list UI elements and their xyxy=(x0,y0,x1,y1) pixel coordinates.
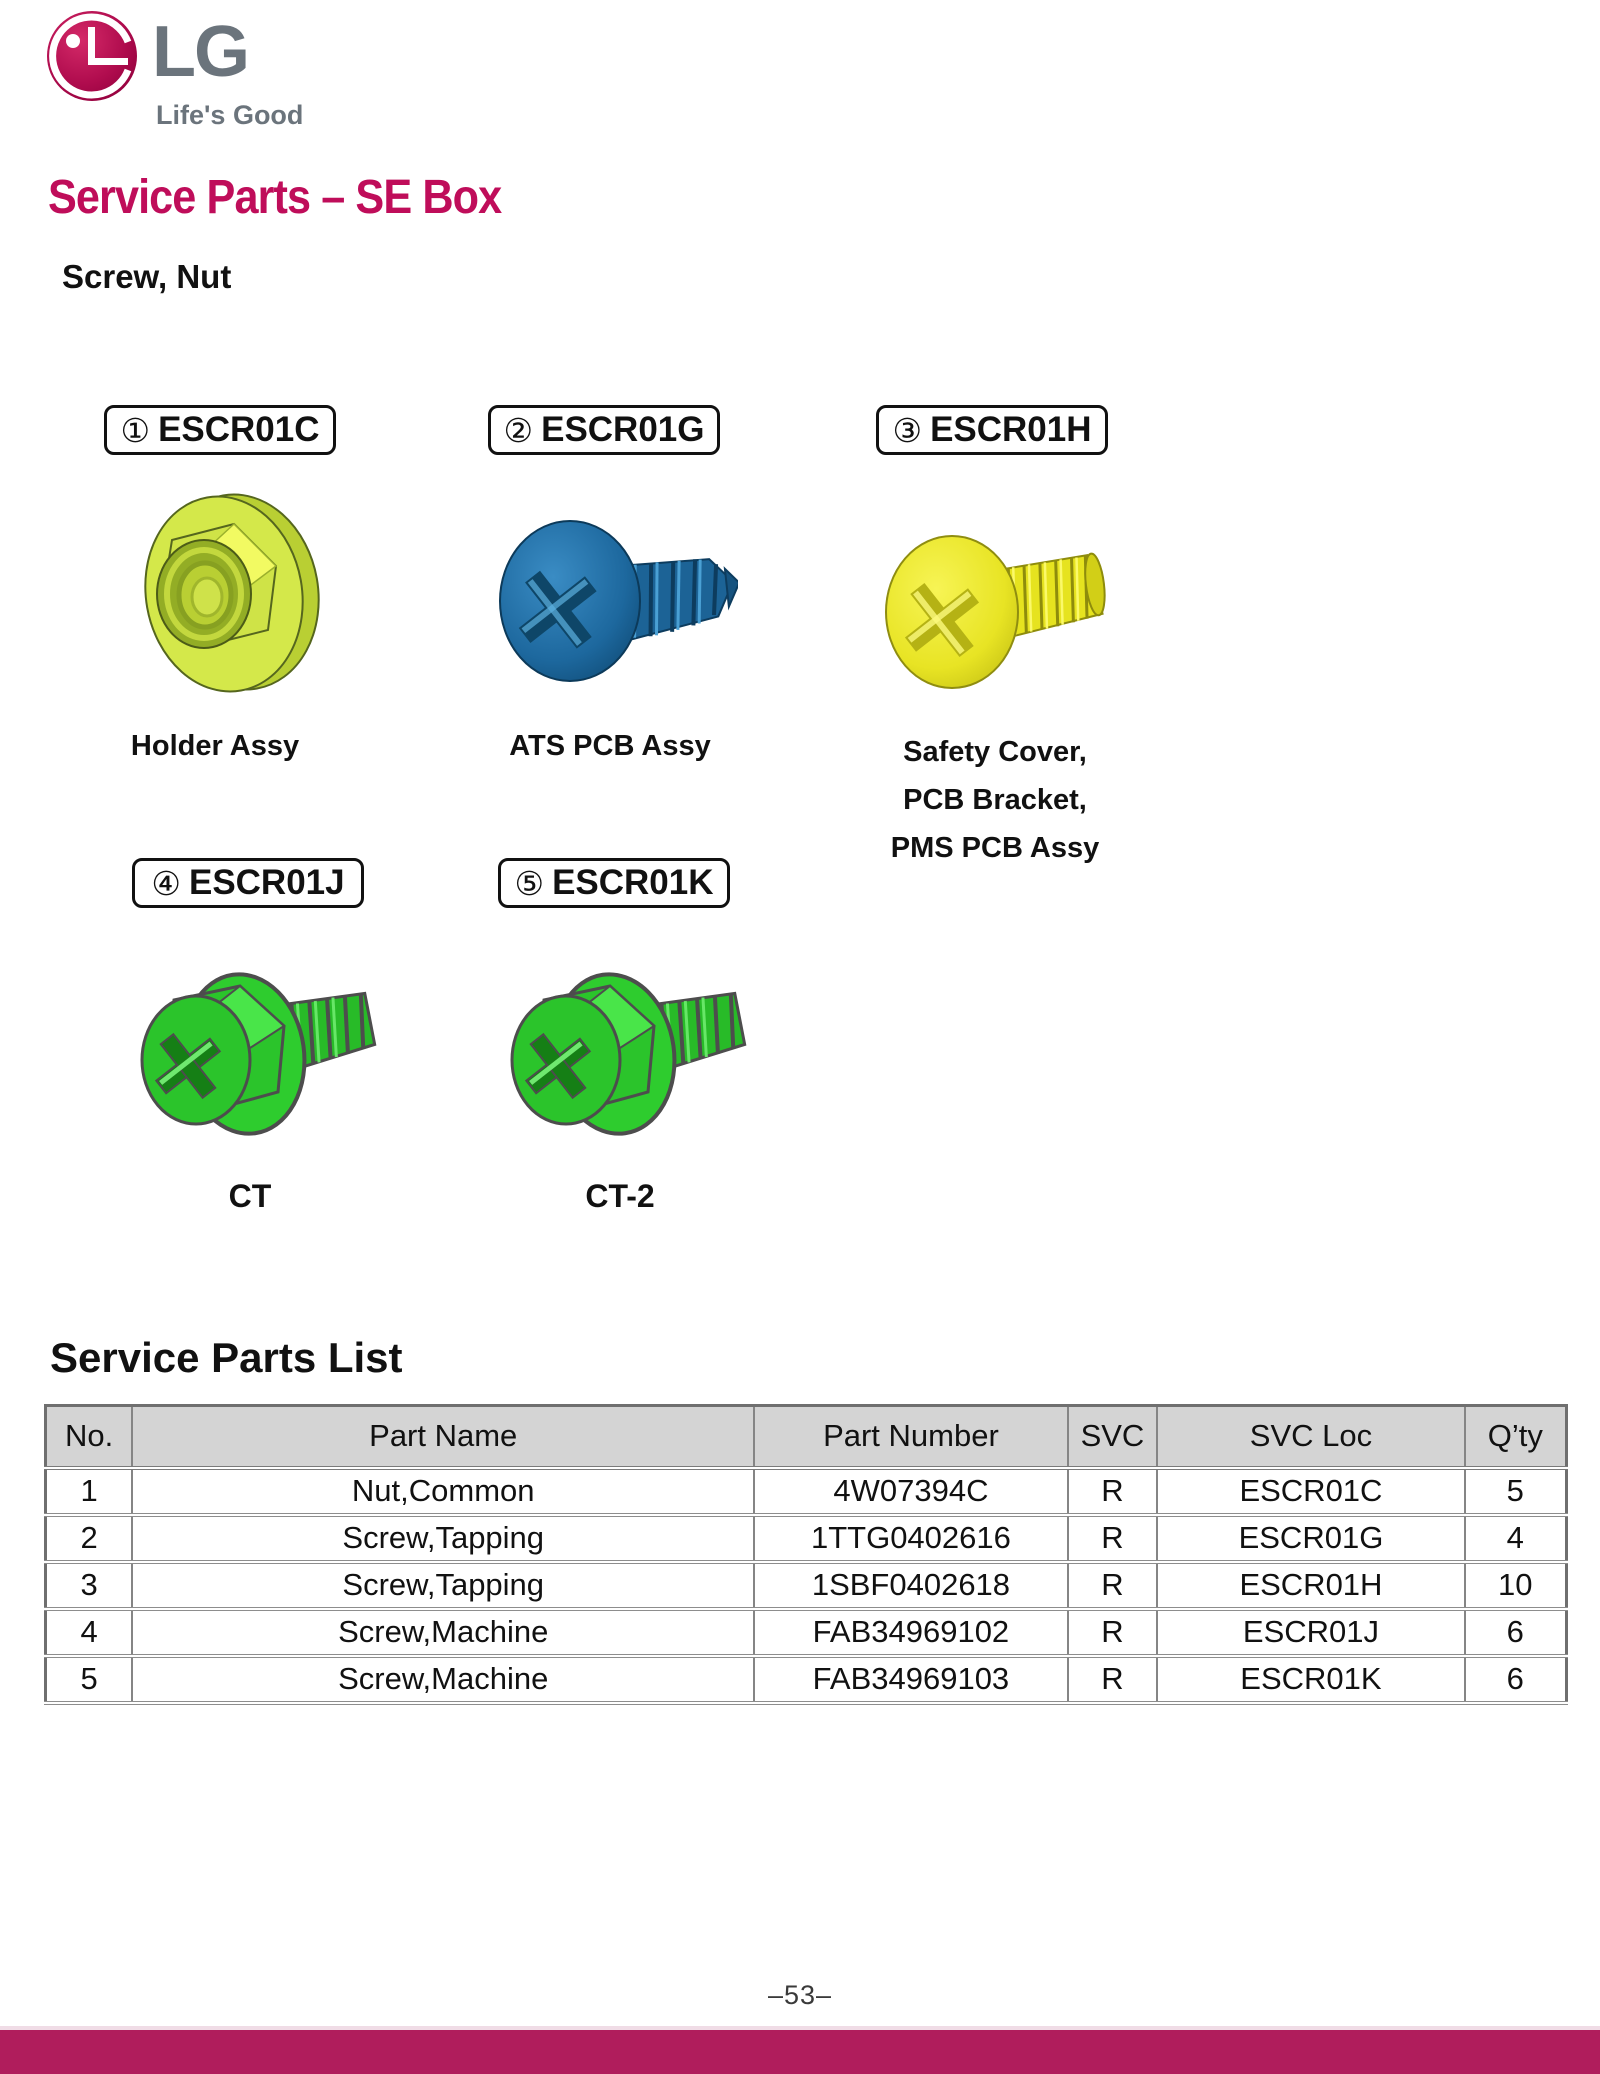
part-caption: CT xyxy=(228,1178,272,1214)
cell-qty: 6 xyxy=(1465,1656,1567,1703)
part-code: ESCR01G xyxy=(541,410,705,449)
part-label-escr01k xyxy=(498,858,730,908)
cell-part-name: Screw,Machine xyxy=(132,1609,754,1656)
cell-qty: 4 xyxy=(1465,1515,1567,1562)
part-label-escr01j xyxy=(132,858,364,908)
cell-no: 3 xyxy=(46,1562,133,1609)
part-caption: ATS PCB Assy xyxy=(509,730,711,762)
service-parts-table xyxy=(44,1404,1568,1705)
cell-part-name: Screw,Machine xyxy=(132,1656,754,1703)
page-subtitle: Screw, Nut xyxy=(62,258,232,295)
footer-bar xyxy=(0,2030,1600,2074)
cell-svc-loc: ESCR01H xyxy=(1157,1562,1464,1609)
cell-no: 1 xyxy=(46,1468,133,1515)
cell-no: 2 xyxy=(46,1515,133,1562)
table-row xyxy=(46,1515,1567,1562)
cell-part-name: Screw,Tapping xyxy=(132,1515,754,1562)
lg-wordmark: LG xyxy=(152,12,248,92)
part-caption: Safety Cover, PCB Bracket, PMS PCB Assy xyxy=(890,736,1100,864)
cell-part-number: 4W07394C xyxy=(754,1468,1067,1515)
circled-number-2: ② xyxy=(503,410,534,450)
part-label-escr01c xyxy=(104,405,336,455)
part-code: ESCR01H xyxy=(930,410,1092,449)
lg-tagline: Life's Good xyxy=(156,100,304,130)
part-code: ESCR01J xyxy=(188,863,345,902)
cell-part-name: Screw,Tapping xyxy=(132,1562,754,1609)
cell-svc-loc: ESCR01K xyxy=(1157,1656,1464,1703)
circled-number-4: ④ xyxy=(151,863,181,903)
cell-svc-loc: ESCR01G xyxy=(1157,1515,1464,1562)
page-title: Service Parts – SE Box xyxy=(48,171,502,224)
cell-qty: 5 xyxy=(1465,1468,1567,1515)
cell-svc: R xyxy=(1068,1515,1158,1562)
header-svc: SVC xyxy=(1068,1406,1158,1468)
flange-nut-image xyxy=(112,480,322,705)
cell-svc: R xyxy=(1068,1562,1158,1609)
part-code: ESCR01K xyxy=(552,863,714,902)
cell-part-name: Nut,Common xyxy=(132,1468,754,1515)
cell-svc: R xyxy=(1068,1609,1158,1656)
hex-flange-screw-green-image xyxy=(482,942,752,1167)
part-caption: Holder Assy xyxy=(130,730,300,762)
cell-qty: 6 xyxy=(1465,1609,1567,1656)
cell-svc-loc: ESCR01C xyxy=(1157,1468,1464,1515)
part-caption: CT-2 xyxy=(585,1178,655,1214)
cell-part-number: 1TTG0402616 xyxy=(754,1515,1067,1562)
cell-part-number: 1SBF0402618 xyxy=(754,1562,1067,1609)
table-row xyxy=(46,1468,1567,1515)
hex-flange-screw-green-image xyxy=(112,942,382,1167)
cell-part-number: FAB34969102 xyxy=(754,1609,1067,1656)
table-header-row xyxy=(46,1406,1567,1468)
header-part-number: Part Number xyxy=(754,1406,1067,1468)
cell-part-number: FAB34969103 xyxy=(754,1656,1067,1703)
cell-no: 5 xyxy=(46,1656,133,1703)
cell-no: 4 xyxy=(46,1609,133,1656)
table-row xyxy=(46,1562,1567,1609)
header-part-name: Part Name xyxy=(132,1406,754,1468)
cell-svc: R xyxy=(1068,1656,1158,1703)
table-row xyxy=(46,1656,1567,1703)
header-qty: Q’ty xyxy=(1465,1406,1567,1468)
section-heading: Service Parts List xyxy=(50,1334,403,1381)
lg-logo-icon xyxy=(46,10,138,102)
header-svc-loc: SVC Loc xyxy=(1157,1406,1464,1468)
circled-number-1: ① xyxy=(120,410,151,450)
machine-screw-yellow-image xyxy=(880,516,1110,696)
tapping-screw-blue-image xyxy=(488,498,738,703)
page-number: –53– xyxy=(767,1980,833,2010)
table-row xyxy=(46,1609,1567,1656)
circled-number-5: ⑤ xyxy=(514,863,545,903)
part-label-escr01g xyxy=(488,405,720,455)
part-code: ESCR01C xyxy=(158,410,320,449)
circled-number-3: ③ xyxy=(892,410,923,450)
cell-qty: 10 xyxy=(1465,1562,1567,1609)
part-label-escr01h xyxy=(876,405,1108,455)
header-no: No. xyxy=(46,1406,133,1468)
cell-svc-loc: ESCR01J xyxy=(1157,1609,1464,1656)
cell-svc: R xyxy=(1068,1468,1158,1515)
